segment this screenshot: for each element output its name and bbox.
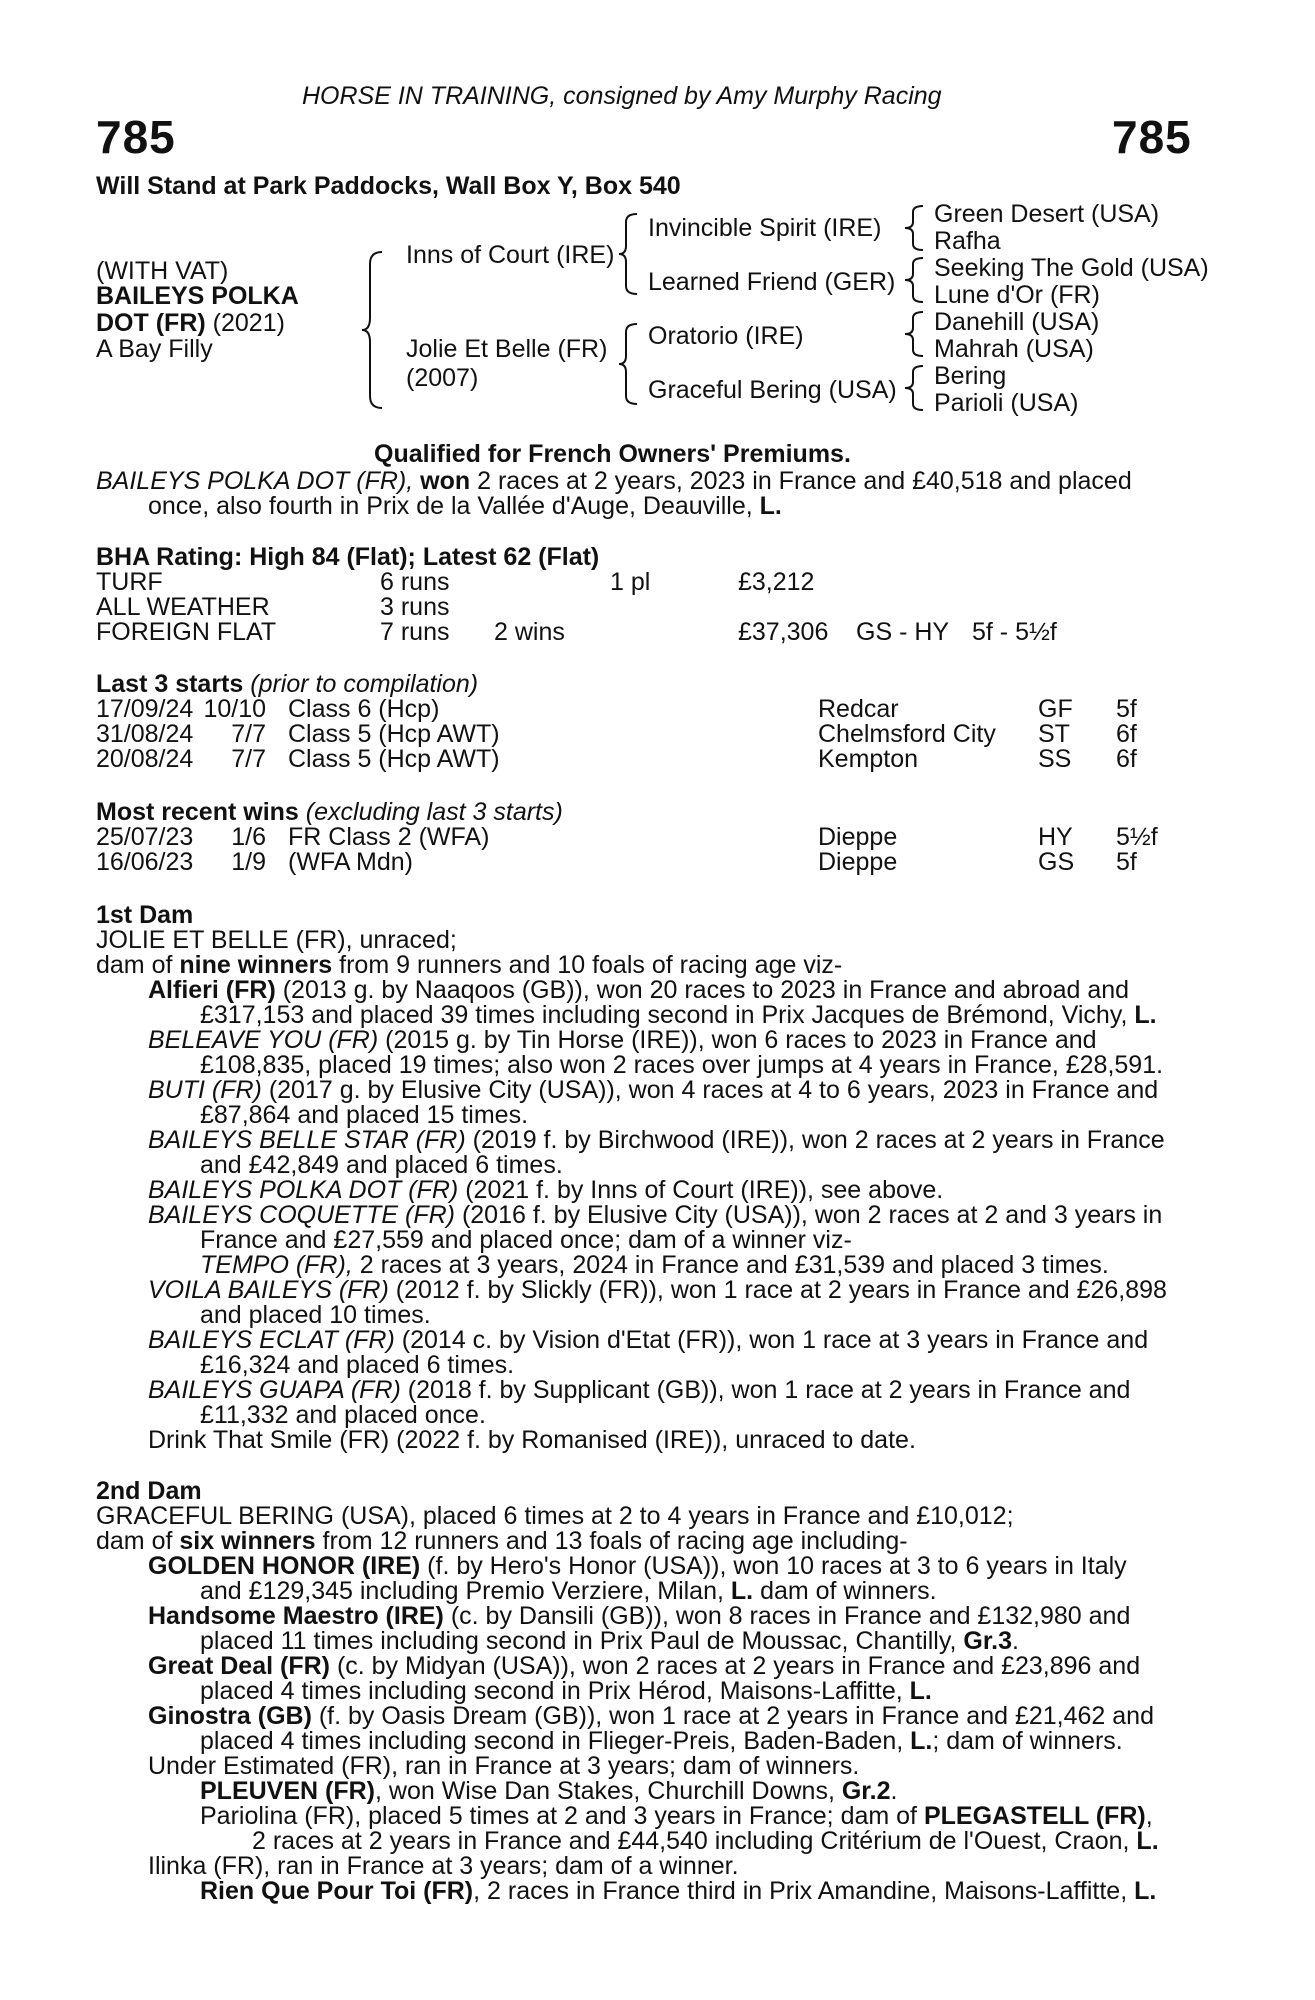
pedigree-dss: Danehill (USA): [934, 308, 1100, 336]
dam2-entry-pariolina: Pariolina (FR), placed 5 times at 2 and 3 years in France; dam of PLEGASTELL (FR),: [200, 1802, 1153, 1830]
dam1-entry-tempo: TEMPO (FR), 2 races at 3 years, 2024 in France and £31,539 and placed 3 times.: [200, 1251, 1109, 1279]
stand-location: Will Stand at Park Paddocks, Wall Box Y, Box 540: [96, 172, 681, 200]
dam2-entry-rien-que-pour-toi: Rien Que Pour Toi (FR), 2 races in France third in Prix Amandine, Maisons-Laffitte, L.: [200, 1877, 1157, 1905]
dam1-entry-eclat: BAILEYS ECLAT (FR) (2014 c. by Vision d'Etat (FR)), won 1 race at 3 years in France and: [148, 1326, 1149, 1354]
horse-description: A Bay Filly: [96, 335, 213, 363]
pedigree-brace-ss: [903, 204, 927, 252]
pedigree-brace-sire: [617, 212, 641, 296]
date-cell: 31/08/24: [96, 720, 194, 748]
going-range-cell: GS - HY: [856, 618, 950, 646]
race-class-cell: Class 5 (Hcp AWT): [288, 720, 500, 748]
position-cell: 7/7: [231, 745, 266, 773]
date-cell: 17/09/24: [96, 695, 194, 723]
dam2-intro1: GRACEFUL BERING (USA), placed 6 times at 2 to 4 years in France and £10,012;: [96, 1502, 1014, 1530]
bha-rating-title: BHA Rating: High 84 (Flat); Latest 62 (Flat): [96, 543, 600, 571]
dam2-entry-handsome-maestro: Handsome Maestro (IRE) (c. by Dansili (GB)), won 8 races in France and £132,980 and: [148, 1602, 1131, 1630]
runs-cell: 3 runs: [380, 593, 450, 621]
lot-number-left: 785: [96, 111, 176, 163]
pedigree-sdd: Lune d'Or (FR): [934, 281, 1100, 309]
distance-range-cell: 5f - 5½f: [972, 618, 1057, 646]
pedigree-sire-dam: Learned Friend (GER): [648, 268, 896, 296]
course-cell: Chelmsford City: [818, 720, 996, 748]
dam1-entry-polka-dot: BAILEYS POLKA DOT (FR) (2021 f. by Inns of Court (IRE)), see above.: [148, 1176, 944, 1204]
distance-cell: 5½f: [1116, 823, 1158, 851]
pedigree-dam-line1: Jolie Et Belle (FR): [406, 335, 608, 363]
distance-cell: 6f: [1116, 745, 1137, 773]
placed-cell: 1 pl: [610, 568, 651, 596]
date-cell: 25/07/23: [96, 823, 194, 851]
dam1-entry-voila: VOILA BAILEYS (FR) (2012 f. by Slickly (FR)), won 1 race at 2 years in France and £26,898: [148, 1276, 1167, 1304]
pedigree-sss: Green Desert (USA): [934, 200, 1160, 228]
dam1-entry-alfieri: Alfieri (FR) (2013 g. by Naaqoos (GB)), won 20 races to 2023 in France and abroad and: [148, 976, 1130, 1004]
dam1-entry-beleave: BELEAVE YOU (FR) (2015 g. by Tin Horse (IRE)), won 6 races to 2023 in France and: [148, 1026, 1097, 1054]
dam2-entry-handsome-maestro-2: placed 11 times including second in Prix Paul de Moussac, Chantilly, Gr.3.: [200, 1627, 1019, 1655]
going-cell: SS: [1038, 745, 1072, 773]
horse-name-line1: BAILEYS POLKA: [96, 282, 299, 310]
pedigree-dds: Bering: [934, 362, 1007, 390]
dam1-entry-coquette: BAILEYS COQUETTE (FR) (2016 f. by Elusive City (USA)), won 2 races at 2 and 3 years in: [148, 1201, 1163, 1229]
dam1-entry-belle-star-2: and £42,849 and placed 6 times.: [200, 1151, 563, 1179]
pedigree-brace-dam: [617, 322, 641, 406]
dam2-entry-pariolina-2: 2 races at 2 years in France and £44,540 including Critérium de l'Ouest, Craon, L.: [252, 1827, 1159, 1855]
pedigree-sire: Inns of Court (IRE): [406, 241, 615, 269]
pedigree-dam-dam: Graceful Bering (USA): [648, 376, 897, 404]
dam1-entry-alfieri-2: £317,153 and placed 39 times including second in Prix Jacques de Brémond, Vichy, L.: [200, 1001, 1157, 1029]
race-class-cell: (WFA Mdn): [288, 848, 414, 876]
position-cell: 1/6: [231, 823, 266, 851]
position-cell: 10/10: [203, 695, 266, 723]
pedigree-dam-line2: (2007): [406, 364, 479, 392]
dam2-entry-golden-honor: GOLDEN HONOR (IRE) (f. by Hero's Honor (USA)), won 10 races at 3 to 6 years in Italy: [148, 1552, 1127, 1580]
recent-wins-heading: Most recent wins (excluding last 3 starts): [96, 798, 563, 826]
going-cell: HY: [1038, 823, 1073, 851]
going-cell: ST: [1038, 720, 1070, 748]
dam1-entry-eclat-2: £16,324 and placed 6 times.: [200, 1351, 515, 1379]
runs-cell: 6 runs: [380, 568, 450, 596]
horse-name-line2: DOT (FR) (2021): [96, 309, 285, 337]
summary-line2: once, also fourth in Prix de la Vallée d'Auge, Deauville, L.: [148, 492, 782, 520]
dam1-title: 1st Dam: [96, 901, 194, 929]
dam2-entry-ginostra-2: placed 4 times including second in Flieger-Preis, Baden-Baden, L.; dam of winners.: [200, 1727, 1123, 1755]
summary-line1: BAILEYS POLKA DOT (FR), won 2 races at 2 years, 2023 in France and £40,518 and placed: [96, 467, 1132, 495]
pedigree-ddd: Parioli (USA): [934, 389, 1079, 417]
pedigree-dam-sire: Oratorio (IRE): [648, 322, 804, 350]
vat-note: (WITH VAT): [96, 257, 229, 285]
race-class-cell: FR Class 2 (WFA): [288, 823, 490, 851]
prize-cell: £37,306: [738, 618, 829, 646]
dam1-entry-beleave-2: £108,835, placed 19 times; also won 2 races over jumps at 4 years in France, £28,591.: [200, 1051, 1164, 1079]
distance-cell: 5f: [1116, 695, 1137, 723]
pedigree-sds: Seeking The Gold (USA): [934, 254, 1209, 282]
distance-cell: 6f: [1116, 720, 1137, 748]
last3-heading: Last 3 starts (prior to compilation): [96, 670, 479, 698]
dam1-entry-guapa-2: £11,332 and placed once.: [200, 1401, 486, 1429]
surface-cell: ALL WEATHER: [96, 593, 270, 621]
position-cell: 7/7: [231, 720, 266, 748]
pedigree-ssd: Rafha: [934, 227, 1001, 255]
position-cell: 1/9: [231, 848, 266, 876]
dam2-entry-ilinka: Ilinka (FR), ran in France at 3 years; dam of a winner.: [148, 1852, 739, 1880]
runs-cell: 7 runs: [380, 618, 450, 646]
course-cell: Redcar: [818, 695, 899, 723]
pedigree-brace-sd: [903, 256, 927, 304]
dam1-entry-coquette-2: France and £27,559 and placed once; dam of a winner viz-: [200, 1226, 852, 1254]
date-cell: 20/08/24: [96, 745, 194, 773]
race-class-cell: Class 5 (Hcp AWT): [288, 745, 500, 773]
dam2-entry-under-estimated: Under Estimated (FR), ran in France at 3 years; dam of winners.: [148, 1752, 860, 1780]
dam1-intro1: JOLIE ET BELLE (FR), unraced;: [96, 926, 457, 954]
dam1-entry-buti-2: £87,864 and placed 15 times.: [200, 1101, 529, 1129]
dam1-entry-drink-that-smile: Drink That Smile (FR) (2022 f. by Romanised (IRE)), unraced to date.: [148, 1426, 916, 1454]
date-cell: 16/06/23: [96, 848, 194, 876]
pedigree-brace-dd: [903, 364, 927, 412]
dam1-entry-belle-star: BAILEYS BELLE STAR (FR) (2019 f. by Birchwood (IRE)), won 2 races at 2 years in France: [148, 1126, 1165, 1154]
premiums-note: Qualified for French Owners' Premiums.: [374, 440, 851, 468]
pedigree-dsd: Mahrah (USA): [934, 335, 1094, 363]
dam2-title: 2nd Dam: [96, 1477, 202, 1505]
pedigree-brace-ds: [903, 310, 927, 358]
course-cell: Kempton: [818, 745, 919, 773]
lot-number-right: 785: [1112, 111, 1192, 163]
dam2-entry-pleuven: PLEUVEN (FR), won Wise Dan Stakes, Churchill Downs, Gr.2.: [200, 1777, 898, 1805]
dam1-intro2: dam of nine winners from 9 runners and 10 foals of racing age viz-: [96, 951, 843, 979]
dam2-entry-great-deal-2: placed 4 times including second in Prix Hérod, Maisons-Laffitte, L.: [200, 1677, 932, 1705]
course-cell: Dieppe: [818, 823, 898, 851]
prize-cell: £3,212: [738, 568, 815, 596]
consignment-line: HORSE IN TRAINING, consigned by Amy Murphy Racing: [302, 82, 942, 110]
race-class-cell: Class 6 (Hcp): [288, 695, 440, 723]
going-cell: GF: [1038, 695, 1073, 723]
surface-cell: TURF: [96, 568, 163, 596]
surface-cell: FOREIGN FLAT: [96, 618, 277, 646]
going-cell: GS: [1038, 848, 1075, 876]
pedigree-brace-main: [360, 250, 390, 410]
dam2-entry-great-deal: Great Deal (FR) (c. by Midyan (USA)), won 2 races at 2 years in France and £23,896 and: [148, 1652, 1141, 1680]
wins-cell: 2 wins: [494, 618, 565, 646]
course-cell: Dieppe: [818, 848, 898, 876]
distance-cell: 5f: [1116, 848, 1137, 876]
dam2-entry-ginostra: Ginostra (GB) (f. by Oasis Dream (GB)), won 1 race at 2 years in France and £21,462 and: [148, 1702, 1154, 1730]
dam2-entry-golden-honor-2: and £129,345 including Premio Verziere, Milan, L. dam of winners.: [200, 1577, 937, 1605]
dam2-intro2: dam of six winners from 12 runners and 13 foals of racing age including-: [96, 1527, 908, 1555]
dam1-entry-voila-2: and placed 10 times.: [200, 1301, 431, 1329]
dam1-entry-buti: BUTI (FR) (2017 g. by Elusive City (USA)), won 4 races at 4 to 6 years, 2023 in France and: [148, 1076, 1159, 1104]
dam1-entry-guapa: BAILEYS GUAPA (FR) (2018 f. by Supplicant (GB)), won 1 race at 2 years in France and: [148, 1376, 1131, 1404]
pedigree-sire-sire: Invincible Spirit (IRE): [648, 214, 882, 242]
